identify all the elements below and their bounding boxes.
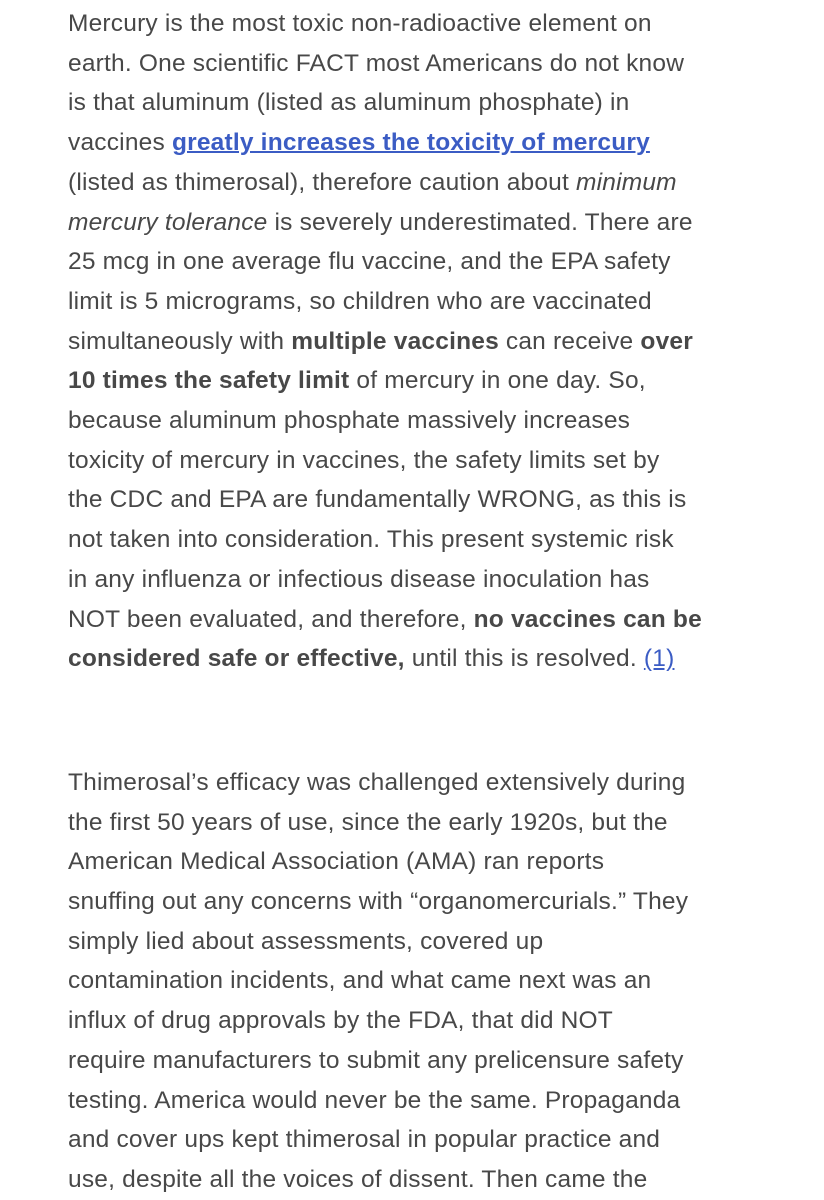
text-run: simply lied about assessments, covered up <box>68 927 544 955</box>
text-line <box>68 401 824 441</box>
text-run: until this is resolved. <box>404 645 644 673</box>
text-line <box>68 361 824 401</box>
text-run: because aluminum phosphate massively increases <box>68 407 631 435</box>
text-line <box>68 1120 824 1160</box>
text-line <box>68 1160 824 1200</box>
text-line <box>68 242 824 282</box>
text-run: influx of drug approvals by the FDA, that did NOT <box>68 1007 613 1035</box>
text-run: not taken into consideration. This present systemic risk <box>68 526 674 554</box>
text-run: 10 times the safety limit <box>68 367 350 395</box>
text-line <box>68 922 824 962</box>
text-run: of mercury in one day. So, <box>349 367 646 395</box>
text-run: and cover ups kept thimerosal in popular practice and <box>68 1126 661 1154</box>
text-run: Thimerosal’s efficacy was challenged extensively during <box>68 768 686 796</box>
text-line <box>68 639 824 679</box>
text-line <box>68 842 824 882</box>
text-line <box>68 44 824 84</box>
text-run: require manufacturers to submit any prelicensure safety <box>68 1046 684 1074</box>
text-run: earth. One scientific FACT most Americans do not know <box>68 49 685 77</box>
text-line <box>68 803 824 843</box>
text-run: vaccines <box>68 129 172 157</box>
text-run: American Medical Association (AMA) ran reports <box>68 848 605 876</box>
text-run: mercury tolerance <box>68 208 268 236</box>
text-run: in any influenza or infectious disease inoculation has <box>68 565 650 593</box>
text-run: 25 mcg in one average flu vaccine, and the EPA safety <box>68 248 671 276</box>
text-run: multiple vaccines <box>291 327 499 355</box>
text-line <box>68 282 824 322</box>
text-run: limit is 5 micrograms, so children who are vaccinated <box>68 287 652 315</box>
text-line <box>68 4 824 44</box>
text-line <box>68 560 824 600</box>
text-line <box>68 163 824 203</box>
text-run: is that aluminum (listed as aluminum phosphate) in <box>68 89 630 117</box>
text-line <box>68 1081 824 1121</box>
text-run: NOT been evaluated, and therefore, <box>68 605 474 633</box>
text-line <box>68 763 824 803</box>
text-line <box>68 1001 824 1041</box>
text-run: is severely underestimated. There are <box>267 208 693 236</box>
text-run: minimum <box>576 168 677 196</box>
text-line <box>68 520 824 560</box>
text-line <box>68 480 824 520</box>
text-run: considered safe or effective, <box>68 645 405 673</box>
text-run: snuffing out any concerns with “organomercurials.” They <box>68 888 689 916</box>
text-run: toxicity of mercury in vaccines, the safety limits set by <box>68 446 660 474</box>
text-line <box>68 203 824 243</box>
link-greatly-increases-toxicity[interactable]: greatly increases the toxicity of mercury <box>171 129 650 157</box>
text-line <box>68 83 824 123</box>
text-line <box>68 123 824 163</box>
text-run: no vaccines can be <box>473 605 702 633</box>
text-run: simultaneously with <box>68 327 292 355</box>
text-run: the CDC and EPA are fundamentally WRONG, as this is <box>68 486 687 514</box>
text-line <box>68 882 824 922</box>
paragraph <box>68 763 824 1200</box>
text-line <box>68 961 824 1001</box>
text-run: contamination incidents, and what came next was an <box>68 967 652 995</box>
text-run: the first 50 years of use, since the early 1920s, but the <box>68 808 668 836</box>
text-run: over <box>640 327 693 355</box>
link-footnote-1[interactable]: (1) <box>643 645 675 673</box>
text-run: (listed as thimerosal), therefore caution about <box>68 168 577 196</box>
text-run: testing. America would never be the same. Propaganda <box>68 1086 681 1114</box>
paragraph <box>68 4 824 679</box>
text-line <box>68 600 824 640</box>
text-run: can receive <box>498 327 641 355</box>
text-run: Mercury is the most toxic non-radioactive element on <box>68 10 652 37</box>
text-line <box>68 322 824 362</box>
text-line <box>68 1041 824 1081</box>
text-run: use, despite all the voices of dissent. Then came the <box>68 1165 648 1193</box>
text-line <box>68 441 824 481</box>
